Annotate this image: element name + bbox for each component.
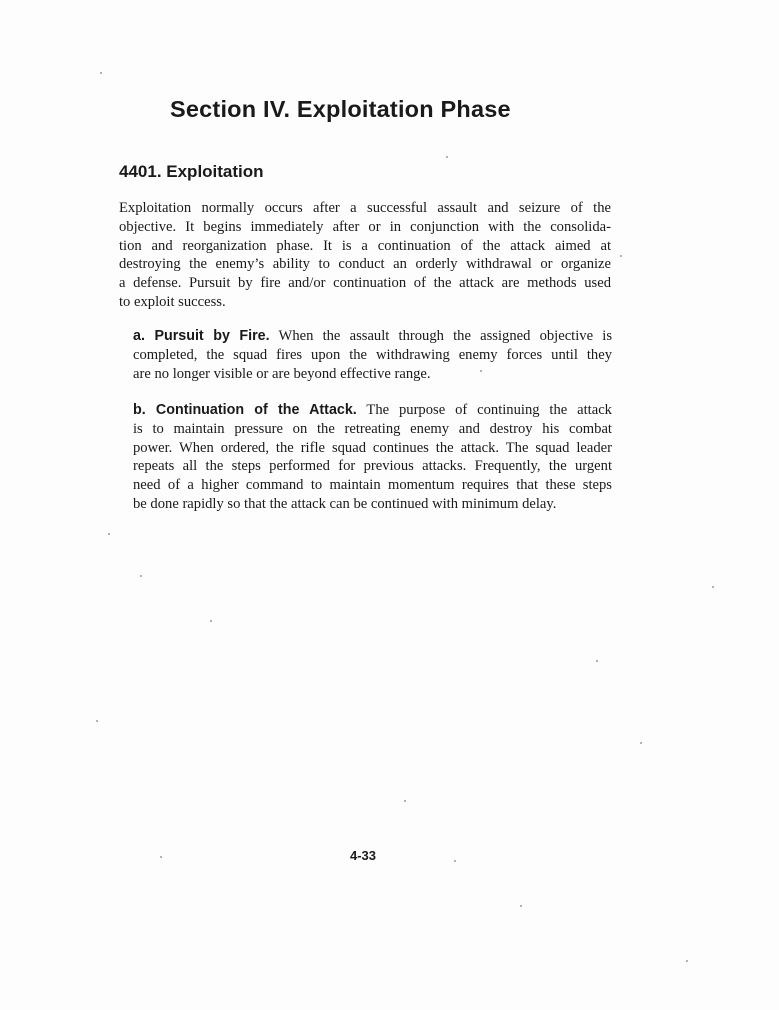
text-line: Exploitation normally occurs after a successful assault and seizure of the: [119, 200, 611, 216]
section-title: Section IV. Exploitation Phase: [170, 96, 511, 122]
text-line: a defense. Pursuit by fire and/or continuation of the attack are methods used: [119, 275, 611, 292]
text-line: repeats all the steps performed for previous attacks. Frequently, the urgent: [133, 458, 612, 475]
scan-speck: [160, 856, 162, 858]
text-line: completed, the squad fires upon the withdrawing enemy forces until they: [133, 346, 612, 363]
text-line: [133, 327, 612, 346]
scan-speck: [404, 800, 406, 802]
intro-paragraph: [119, 199, 611, 312]
text-run: The purpose of continuing the attack: [356, 402, 612, 418]
scan-speck: [210, 620, 212, 622]
scan-speck: [480, 370, 482, 372]
subparagraph-heading: a. Pursuit by Fire.: [133, 328, 270, 344]
scan-speck: [620, 255, 622, 257]
text-line: is to maintain pressure on the retreating enemy and destroy his combat: [133, 420, 612, 437]
scan-speck: [596, 660, 598, 662]
text-line: power. When ordered, the rifle squad continues the attack. The squad leader: [133, 439, 612, 456]
scan-speck: [640, 742, 642, 744]
page-number: 4-33: [350, 848, 377, 863]
subsection-title: 4401. Exploitation: [119, 162, 264, 181]
scan-speck: [454, 860, 456, 862]
text-line: objective. It begins immediately after or in conjunction with the consolida-: [119, 218, 611, 235]
subparagraph-pursuit-by-fire: [133, 327, 612, 383]
text-line: be done rapidly so that the attack can be continued with minimum delay.: [133, 495, 557, 512]
subparagraph-continuation-of-attack: [133, 401, 612, 514]
text-line: need of a higher command to maintain momentum requires that these steps: [133, 477, 612, 494]
scan-speck: [100, 72, 102, 74]
text-line: are no longer visible or are beyond effective range.: [133, 365, 431, 382]
text-line: destroying the enemy’s ability to conduct an orderly withdrawal or organize: [119, 256, 611, 273]
text-line: tion and reorganization phase. It is a continuation of the attack aimed at: [119, 237, 611, 254]
scan-speck: [140, 575, 142, 577]
scan-speck: [96, 720, 98, 722]
scan-speck: [446, 156, 448, 158]
scan-speck: [712, 586, 714, 588]
scan-speck: [108, 533, 110, 535]
subparagraph-heading: b. Continuation of the Attack.: [133, 402, 357, 418]
text-line: to exploit success.: [119, 293, 226, 310]
scan-speck: [520, 905, 522, 907]
text-run: When the assault through the assigned objective is: [269, 328, 612, 344]
text-line: [133, 401, 612, 420]
scan-speck: [686, 960, 688, 962]
